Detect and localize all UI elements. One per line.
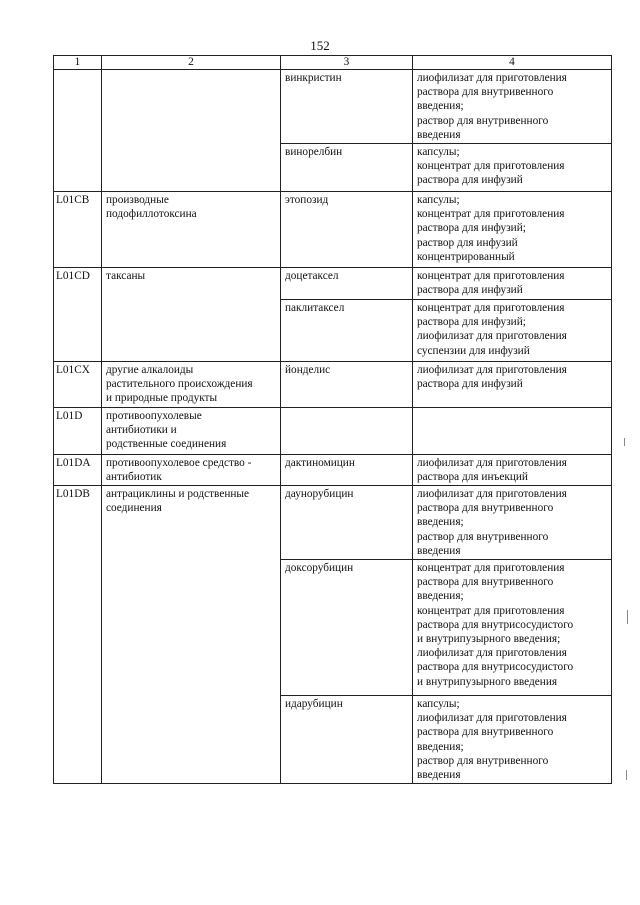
drug-name-cell: паклитаксел — [281, 300, 413, 362]
group-name-cell: противоопухолевые антибиотики и родственные соединения — [102, 407, 281, 454]
drug-name-cell: этопозид — [281, 192, 413, 268]
drug-name-cell: дактиномицин — [281, 454, 413, 485]
column-header: 3 — [281, 56, 413, 70]
table-row — [54, 192, 612, 268]
column-header: 1 — [54, 56, 102, 70]
drug-name-cell: винкристин — [281, 70, 413, 144]
drug-name-cell: идарубицин — [281, 696, 413, 784]
dosage-forms-cell: концентрат для приготовления раствора для инфузий; лиофилизат для приготовления суспензии для инфузий — [413, 300, 612, 362]
group-name-cell: антрациклины и родственные соединения — [102, 486, 281, 784]
atc-code-cell: L01CB — [54, 192, 102, 268]
dosage-forms-cell: концентрат для приготовления раствора для инфузий — [413, 268, 612, 300]
group-name-cell: производные подофиллотоксина — [102, 192, 281, 268]
table-header-row — [54, 56, 612, 70]
table-row — [54, 70, 612, 144]
page-number: 152 — [310, 38, 330, 53]
scan-speck — [626, 770, 627, 780]
atc-code-cell: L01DA — [54, 454, 102, 485]
drug-name-cell: йонделис — [281, 362, 413, 408]
dosage-forms-cell: концентрат для приготовления раствора для внутривенного введения; концентрат для приготовления раствора для внутрисосудистого и внутрипузырного введения; лиофилизат для приготовления раствора для внутрисосудистого и внутрипузырного введения — [413, 560, 612, 696]
atc-code-cell: L01DB — [54, 486, 102, 784]
drug-name-cell: даунорубицин — [281, 486, 413, 560]
table-row — [54, 362, 612, 408]
drug-table — [53, 55, 612, 784]
atc-code-cell: L01CX — [54, 362, 102, 408]
drug-name-cell: винорелбин — [281, 144, 413, 192]
atc-code-cell: L01CD — [54, 268, 102, 362]
dosage-forms-cell: лиофилизат для приготовления раствора для внутривенного введения; раствор для внутривенного введения — [413, 486, 612, 560]
group-name-cell: противоопухолевое средство - антибиотик — [102, 454, 281, 485]
table-row — [54, 454, 612, 485]
group-name-cell: другие алкалоиды растительного происхождения и природные продукты — [102, 362, 281, 408]
scan-speck — [627, 610, 628, 624]
drug-name-cell: доцетаксел — [281, 268, 413, 300]
group-name-cell — [102, 70, 281, 192]
atc-code-cell — [54, 70, 102, 192]
dosage-forms-cell: лиофилизат для приготовления раствора для инъекций — [413, 454, 612, 485]
dosage-forms-cell: лиофилизат для приготовления раствора для внутривенного введения; раствор для внутривенного введения — [413, 70, 612, 144]
drug-name-cell — [281, 407, 413, 454]
column-header: 4 — [413, 56, 612, 70]
table-row — [54, 407, 612, 454]
table-row — [54, 486, 612, 560]
dosage-forms-cell — [413, 407, 612, 454]
group-name-cell: таксаны — [102, 268, 281, 362]
dosage-forms-cell: капсулы; концентрат для приготовления раствора для инфузий; раствор для инфузий концентрированный — [413, 192, 612, 268]
dosage-forms-cell: капсулы; концентрат для приготовления раствора для инфузий — [413, 144, 612, 192]
atc-code-cell: L01D — [54, 407, 102, 454]
dosage-forms-cell: лиофилизат для приготовления раствора для инфузий — [413, 362, 612, 408]
dosage-forms-cell: капсулы; лиофилизат для приготовления раствора для внутривенного введения; раствор для внутривенного введения — [413, 696, 612, 784]
column-header: 2 — [102, 56, 281, 70]
table-row — [54, 268, 612, 300]
scan-speck — [624, 438, 625, 446]
drug-name-cell: доксорубицин — [281, 560, 413, 696]
